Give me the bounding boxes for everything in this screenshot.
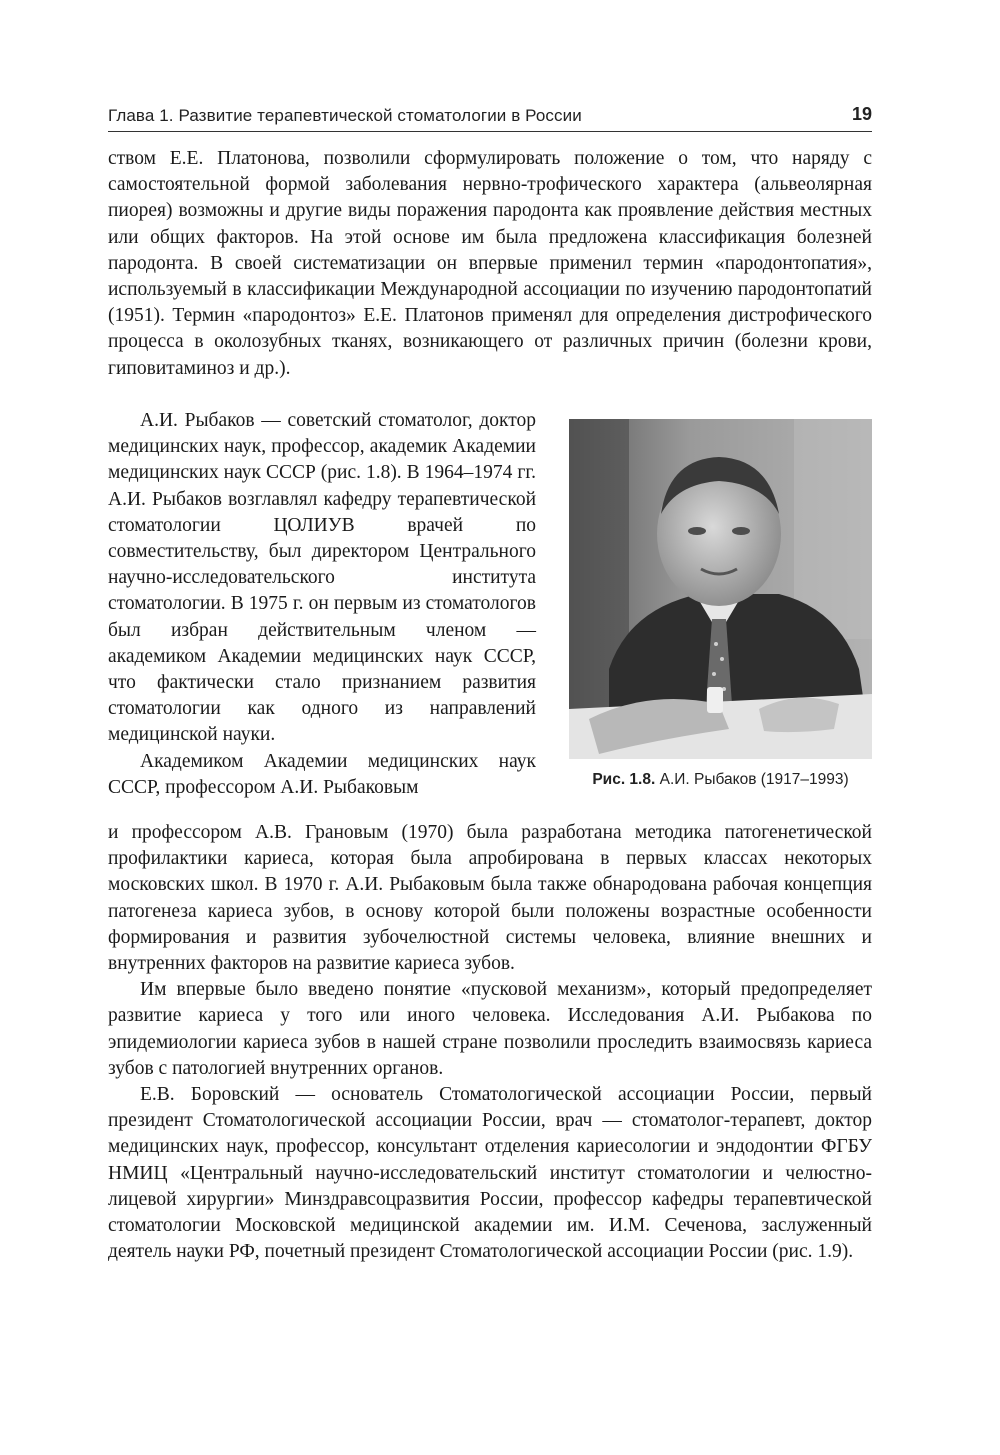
rybakov-paragraph: А.И. Рыбаков — советский стоматолог, доктор медицинских наук, профессор, академик Академии медицинских наук СССР (рис. 1.8). В 1964–1974 гг. А.И. Рыбаков возглавлял кафедру терапевтической стоматологии ЦОЛИУВ врачей по совместительству, был директором Центрального научно-исследовательского института стоматологии. В 1975 г. он первым из стоматологов был избран действительным членом — академиком Академии медицинских наук СССР, что фактически стало признанием развития стоматологии как одного из направлений медицинской науки. [108,410,536,746]
page-number: 19 [851,104,872,124]
figure-label: Рис. 1.8. [592,771,656,788]
academician-paragraph-start: Академиком Академии медицинских наук СССР, профессором А.И. Рыбаковым [108,750,536,798]
portrait-illustration [569,419,872,759]
intro-block [108,146,872,382]
trigger-paragraph: Им впервые было введено понятие «пусковой механизм», который предопределяет развитие кариеса у того или иного человека. Исследования А.И. Рыбакова по эпидемиологии кариеса зубов в нашей стране позволили проследить взаимосвязь кариеса зубов с патологией внутренних органов. [108,979,872,1079]
figure-caption [569,771,872,789]
narrow-column [108,408,536,801]
borovsky-paragraph: Е.В. Боровский — основатель Стоматологической ассоциации России, первый президент Стоматологической ассоциации России, врач — стоматолог-терапевт, доктор медицинских наук, профессор, консультант отделения кариесологии и эндодонтии ФГБУ НМИЦ «Центральный научно-исследовательский институт стоматологии и челюстно-лицевой хирургии» Минздравсоцразвития России, профессор кафедры терапевтической стоматологии Московской медицинской академии им. И.М. Сеченова, заслуженный деятель науки РФ, почетный президент Стоматологической ассоциации России (рис. 1.9). [108,1084,872,1263]
academician-paragraph-rest: и профессором А.В. Грановым (1970) была разработана методика патогенетической профилактики кариеса, которая была апробирована в первых классах некоторых московских школ. В 1970 г. А.И. Рыбаковым была также обнародована рабочая концепция патогенеза кариеса зубов, в основу которой были положены возрастные особенности формирования и развития зубочелюстной системы человека, влияние внешних и внутренних факторов на развитие кариеса зубов. [108,822,872,975]
figure-caption-text: А.И. Рыбаков (1917–1993) [659,771,849,788]
main-block [108,820,872,1265]
running-header [108,104,872,128]
portrait-photo [569,419,872,759]
chapter-title: Глава 1. Развитие терапевтической стоматологии в России [108,106,582,125]
header-rule [108,131,872,132]
intro-paragraph: ством Е.Е. Платонова, позволили сформулировать положение о том, что наряду с самостоятельной формой заболевания нервно-трофического характера (альвеолярная пиорея) возможны и другие виды поражения пародонта как проявление действия местных или общих факторов. На этой основе им была предложена классификация болезней пародонта. В своей систематизации он впервые применил термин «пародонтопатия», используемый в классификации Международной ассоциации по изучению пародонтопатий (1951). Термин «пародонтоз» Е.Е. Платонов применял для определения дистрофического процесса в околозубных тканях, возникающего от различных причин (болезни крови, гиповитаминоз и др.). [108,148,872,379]
